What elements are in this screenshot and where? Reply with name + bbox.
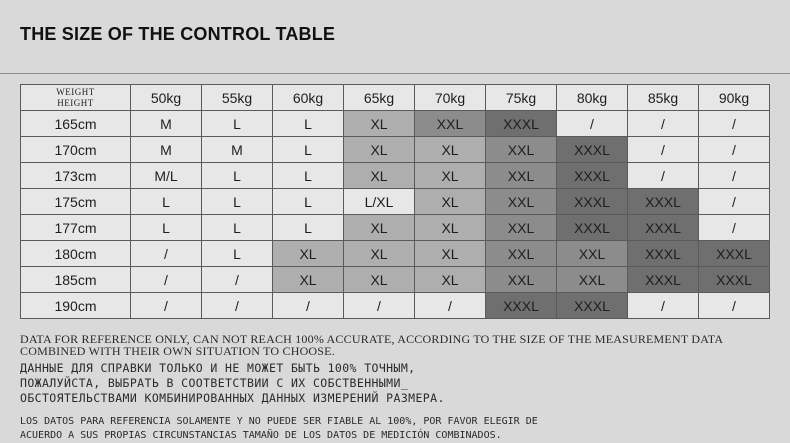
weight-header-cell: 75kg bbox=[486, 85, 557, 111]
table-row bbox=[21, 215, 770, 241]
size-cell: XXL bbox=[486, 163, 557, 189]
size-cell: XXXL bbox=[628, 215, 699, 241]
weight-axis-label: WEIGHT bbox=[56, 86, 95, 97]
height-cell: 180cm bbox=[21, 241, 131, 267]
size-cell: L bbox=[202, 241, 273, 267]
size-cell: XXL bbox=[486, 241, 557, 267]
size-cell: L bbox=[273, 111, 344, 137]
title-divider bbox=[0, 73, 790, 74]
size-cell: L bbox=[273, 163, 344, 189]
size-cell: M/L bbox=[131, 163, 202, 189]
size-cell: XXL bbox=[486, 215, 557, 241]
height-cell: 185cm bbox=[21, 267, 131, 293]
weight-header-cell: 85kg bbox=[628, 85, 699, 111]
size-cell: M bbox=[131, 111, 202, 137]
size-cell: XL bbox=[344, 111, 415, 137]
size-cell: XXXL bbox=[628, 189, 699, 215]
table-row bbox=[21, 267, 770, 293]
height-cell: 173cm bbox=[21, 163, 131, 189]
size-cell: XL bbox=[344, 137, 415, 163]
size-cell: L bbox=[202, 189, 273, 215]
weight-header-cell: 65kg bbox=[344, 85, 415, 111]
size-cell: XXXL bbox=[699, 267, 770, 293]
size-cell: / bbox=[131, 293, 202, 319]
size-cell: L bbox=[202, 111, 273, 137]
size-cell: XXL bbox=[557, 267, 628, 293]
table-row bbox=[21, 293, 770, 319]
size-cell: XL bbox=[415, 241, 486, 267]
height-cell: 175cm bbox=[21, 189, 131, 215]
size-cell: / bbox=[628, 111, 699, 137]
size-cell: XL bbox=[415, 215, 486, 241]
size-cell: XXL bbox=[557, 241, 628, 267]
size-cell: XXXL bbox=[486, 111, 557, 137]
height-axis-label: HEIGHT bbox=[57, 97, 94, 108]
size-cell: / bbox=[699, 111, 770, 137]
table-row bbox=[21, 241, 770, 267]
size-cell: XXXL bbox=[557, 137, 628, 163]
size-cell: XL bbox=[415, 137, 486, 163]
size-cell: XXXL bbox=[557, 189, 628, 215]
table-row bbox=[21, 137, 770, 163]
size-cell: XL bbox=[273, 267, 344, 293]
corner-header-cell bbox=[21, 85, 131, 111]
size-cell: / bbox=[415, 293, 486, 319]
size-cell: XXL bbox=[415, 111, 486, 137]
size-cell: XXXL bbox=[557, 163, 628, 189]
size-cell: L bbox=[273, 137, 344, 163]
russian-note-line-2: ПОЖАЛУЙСТА, ВЫБРАТЬ В СООТВЕТСТВИИ С ИХ СОБСТВЕННЫМИ_ bbox=[20, 376, 409, 390]
size-cell: XXL bbox=[486, 189, 557, 215]
size-cell: XXXL bbox=[628, 267, 699, 293]
russian-note-line-3: ОБСТОЯТЕЛЬСТВАМИ КОМБИНИРОВАННЫХ ДАННЫХ ИЗМЕРЕНИЙ РАЗМЕРА. bbox=[20, 391, 445, 405]
size-cell: XXXL bbox=[486, 293, 557, 319]
size-cell: XL bbox=[344, 215, 415, 241]
weight-header-cell: 90kg bbox=[699, 85, 770, 111]
size-cell: L bbox=[131, 215, 202, 241]
size-cell: / bbox=[344, 293, 415, 319]
size-cell: L bbox=[202, 215, 273, 241]
size-notes bbox=[20, 333, 780, 443]
size-cell: L bbox=[273, 215, 344, 241]
size-cell: XL bbox=[273, 241, 344, 267]
weight-header-cell: 80kg bbox=[557, 85, 628, 111]
size-cell: L bbox=[131, 189, 202, 215]
size-cell: XXL bbox=[486, 267, 557, 293]
table-row bbox=[21, 111, 770, 137]
weight-header-cell: 70kg bbox=[415, 85, 486, 111]
size-cell: M bbox=[202, 137, 273, 163]
size-cell: L bbox=[273, 189, 344, 215]
size-cell: XXXL bbox=[628, 241, 699, 267]
size-cell: / bbox=[273, 293, 344, 319]
size-cell: / bbox=[202, 267, 273, 293]
height-cell: 165cm bbox=[21, 111, 131, 137]
height-cell: 177cm bbox=[21, 215, 131, 241]
size-cell: / bbox=[628, 163, 699, 189]
table-row bbox=[21, 163, 770, 189]
size-cell: XL bbox=[344, 267, 415, 293]
size-cell: / bbox=[131, 267, 202, 293]
height-cell: 190cm bbox=[21, 293, 131, 319]
size-cell: M bbox=[131, 137, 202, 163]
size-cell: / bbox=[628, 137, 699, 163]
size-cell: XL bbox=[415, 189, 486, 215]
size-cell: / bbox=[131, 241, 202, 267]
weight-header-cell: 50kg bbox=[131, 85, 202, 111]
size-cell: XL bbox=[415, 267, 486, 293]
size-cell: / bbox=[699, 163, 770, 189]
size-cell: / bbox=[699, 215, 770, 241]
page-title: THE SIZE OF THE CONTROL TABLE bbox=[20, 24, 336, 44]
size-cell: L/XL bbox=[344, 189, 415, 215]
height-cell: 170cm bbox=[21, 137, 131, 163]
russian-note-line-1: ДАННЫЕ ДЛЯ СПРАВКИ ТОЛЬКО И НЕ МОЖЕТ БЫТЬ 100% ТОЧНЫМ, bbox=[20, 361, 416, 375]
size-cell: XL bbox=[344, 163, 415, 189]
size-cell: XL bbox=[415, 163, 486, 189]
size-cell: / bbox=[699, 293, 770, 319]
size-cell: L bbox=[202, 163, 273, 189]
weight-header-cell: 55kg bbox=[202, 85, 273, 111]
size-table bbox=[20, 84, 770, 319]
spanish-note-line-2: ACUERDO A SUS PROPIAS CIRCUNSTANCIAS TAMAÑO DE LOS DATOS DE MEDICIÓN COMBINADOS. bbox=[20, 430, 502, 441]
size-cell: XXXL bbox=[557, 293, 628, 319]
size-cell: / bbox=[628, 293, 699, 319]
size-cell: / bbox=[699, 189, 770, 215]
english-note: DATA FOR REFERENCE ONLY, CAN NOT REACH 100% ACCURATE, ACCORDING TO THE SIZE OF THE MEASUREMENT DATA COMBINED WITH THEIR OWN SITUATION TO CHOOSE. bbox=[20, 332, 723, 358]
size-cell: XXXL bbox=[557, 215, 628, 241]
size-cell: XXXL bbox=[699, 241, 770, 267]
spanish-note-line-1: LOS DATOS PARA REFERENCIA SOLAMENTE Y NO PUEDE SER FIABLE AL 100%, POR FAVOR ELEGIR DE bbox=[20, 416, 538, 427]
weight-header-row bbox=[21, 85, 770, 111]
size-cell: / bbox=[557, 111, 628, 137]
weight-header-cell: 60kg bbox=[273, 85, 344, 111]
size-cell: XL bbox=[344, 241, 415, 267]
table-row bbox=[21, 189, 770, 215]
size-cell: XXL bbox=[486, 137, 557, 163]
size-cell: / bbox=[202, 293, 273, 319]
size-cell: / bbox=[699, 137, 770, 163]
